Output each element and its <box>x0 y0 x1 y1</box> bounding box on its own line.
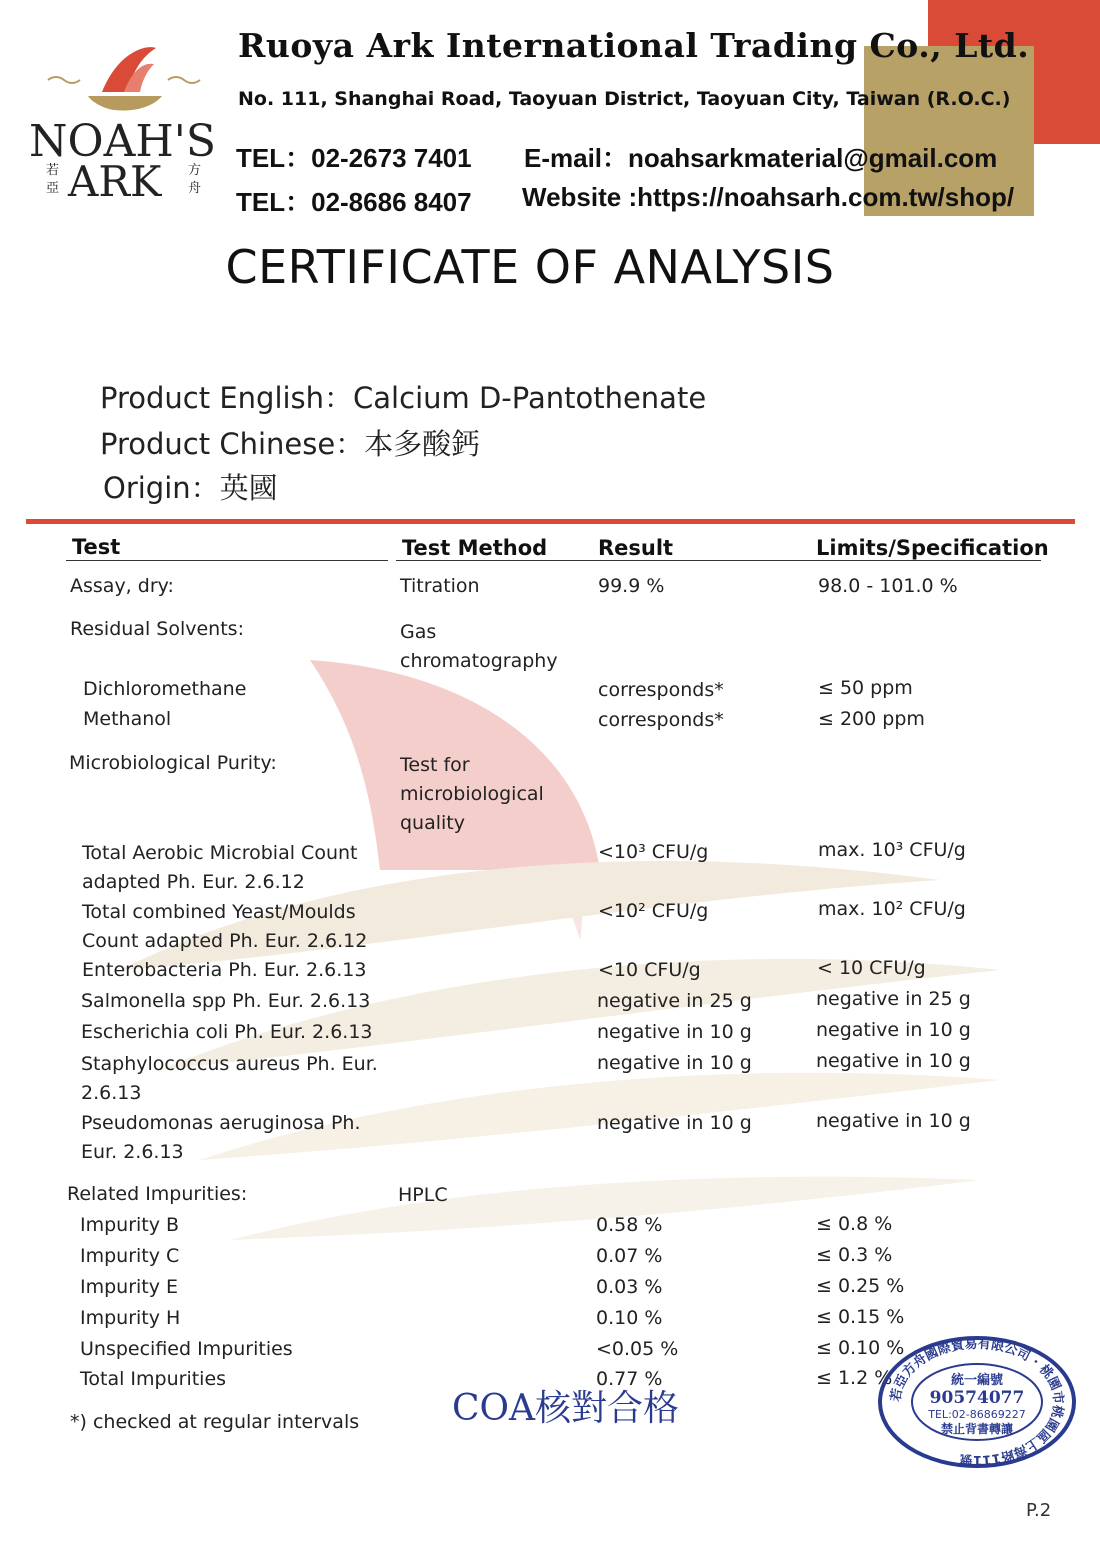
noahs-ark-logo <box>28 40 228 220</box>
cell-test: Escherichia coli Ph. Eur. 2.6.13 <box>81 1021 373 1043</box>
cell-test: Total Aerobic Microbial Count adapted Ph. Eur. 2.6.12 <box>82 842 358 893</box>
cell-spec: ≤ 50 ppm <box>818 677 913 699</box>
cell-method: Test for microbiological quality <box>400 754 544 834</box>
logo-cn-left-top: 若 <box>46 163 60 178</box>
cell-result: <10² CFU/g <box>598 900 709 922</box>
cell-test: Total combined Yeast/Moulds Count adapted Ph. Eur. 2.6.12 <box>82 901 368 952</box>
cell-method: Gas chromatography <box>400 621 558 672</box>
cell-result: corresponds* <box>598 709 724 731</box>
product-chinese: Product Chinese：本多酸鈣 <box>100 427 481 461</box>
cell-result: <0.05 % <box>596 1338 679 1360</box>
seal-ring-text: 若亞方舟國際貿易有限公司 · 桃園市桃園區上海路111號 <box>888 1336 1066 1468</box>
logo-cn-right-bottom: 舟 <box>188 181 202 196</box>
cell-spec: ≤ 0.15 % <box>816 1306 905 1328</box>
cell-test: Impurity B <box>80 1214 180 1236</box>
cell-result: 0.10 % <box>596 1307 663 1329</box>
document-title: CERTIFICATE OF ANALYSIS <box>225 240 835 294</box>
cell-test: Methanol <box>83 708 172 730</box>
cell-result: negative in 10 g <box>597 1052 752 1074</box>
cell-test: Impurity H <box>80 1307 181 1329</box>
cell-test: Impurity C <box>80 1245 180 1267</box>
cell-test: Dichloromethane <box>83 678 247 700</box>
header-test-method: Test Method <box>402 536 548 560</box>
cell-spec: negative in 10 g <box>816 1110 971 1132</box>
page-number: P.2 <box>1026 1500 1052 1521</box>
company-name: Ruoya Ark International Trading Co., Ltd. <box>238 26 1030 65</box>
cell-test: Microbiological Purity: <box>69 752 277 774</box>
cell-test: Staphylococcus aureus Ph. Eur. 2.6.13 <box>81 1053 378 1104</box>
cell-spec: negative in 10 g <box>816 1050 971 1072</box>
seal-line1: 統一編號 <box>950 1373 1004 1388</box>
cell-test: Total Impurities <box>80 1368 227 1390</box>
cell-result: negative in 25 g <box>597 990 752 1012</box>
cell-result: <10 CFU/g <box>598 959 701 981</box>
cell-result: 0.58 % <box>596 1214 663 1236</box>
cell-spec: ≤ 200 ppm <box>818 708 925 730</box>
cell-spec: ≤ 0.25 % <box>816 1275 905 1297</box>
seal-tel: TEL:02-86869227 <box>928 1408 1026 1421</box>
cell-method: Titration <box>400 575 480 597</box>
cell-test: Assay, dry: <box>70 575 174 597</box>
cell-spec: 98.0 - 101.0 % <box>818 575 958 597</box>
header-test: Test <box>72 535 121 559</box>
telephone-1: TEL：02-2673 7401 <box>236 143 472 173</box>
header-rule <box>396 560 1041 561</box>
cell-result: 0.07 % <box>596 1245 663 1267</box>
cell-result: 0.77 % <box>596 1368 663 1390</box>
cell-test: Enterobacteria Ph. Eur. 2.6.13 <box>82 959 367 981</box>
cell-test: Impurity E <box>80 1276 179 1298</box>
cell-spec: < 10 CFU/g <box>817 957 926 979</box>
cell-test: Related Impurities: <box>67 1183 248 1205</box>
cell-spec: ≤ 0.8 % <box>816 1213 893 1235</box>
cell-spec: ≤ 0.10 % <box>816 1337 905 1359</box>
section-divider <box>26 519 1075 524</box>
company-seal <box>876 1334 1078 1470</box>
logo-ark-text: ARK <box>68 157 162 206</box>
cell-spec: negative in 25 g <box>816 988 971 1010</box>
header-limits: Limits/Specification <box>816 536 1049 560</box>
product-english: Product English：Calcium D-Pantothenate <box>100 381 707 415</box>
cell-spec: negative in 10 g <box>816 1019 971 1041</box>
cell-spec: max. 10³ CFU/g <box>818 839 966 861</box>
cell-result: 0.03 % <box>596 1276 663 1298</box>
footnote: *) checked at regular intervals <box>70 1411 360 1433</box>
cell-test: Pseudomonas aeruginosa Ph. Eur. 2.6.13 <box>81 1112 361 1163</box>
cell-result: <10³ CFU/g <box>598 841 709 863</box>
header-result: Result <box>598 536 674 560</box>
telephone-2: TEL：02-8686 8407 <box>236 187 472 217</box>
cell-test: Residual Solvents: <box>70 618 244 640</box>
product-origin: Origin：英國 <box>103 471 278 505</box>
cell-result: corresponds* <box>598 679 724 701</box>
cell-test: Salmonella spp Ph. Eur. 2.6.13 <box>81 990 371 1012</box>
logo-brand-text: NOAH'S <box>29 116 216 167</box>
cell-result: 99.9 % <box>598 575 665 597</box>
seal-note: 禁止背書轉讓 <box>940 1422 1014 1436</box>
company-address: No. 111, Shanghai Road, Taoyuan District, Taoyuan City, Taiwan (R.O.C.) <box>238 88 1011 110</box>
seal-number: 90574077 <box>929 1388 1025 1408</box>
logo-cn-right-top: 方 <box>188 163 202 178</box>
logo-cn-left-bottom: 亞 <box>46 181 60 196</box>
cell-result: negative in 10 g <box>597 1021 752 1043</box>
cell-method: HPLC <box>398 1184 448 1206</box>
cell-test: Unspecified Impurities <box>80 1338 293 1360</box>
cell-result: negative in 10 g <box>597 1112 752 1134</box>
email: E-mail：noahsarkmaterial@gmail.com <box>524 143 998 173</box>
website: Website :https://noahsarh.com.tw/shop/ <box>522 182 1015 212</box>
cell-spec: ≤ 0.3 % <box>816 1244 893 1266</box>
header-rule <box>66 560 388 561</box>
cell-spec: max. 10² CFU/g <box>818 898 966 920</box>
cell-spec: ≤ 1.2 % <box>816 1367 893 1389</box>
approval-stamp: COA核對合格 <box>452 1388 680 1429</box>
